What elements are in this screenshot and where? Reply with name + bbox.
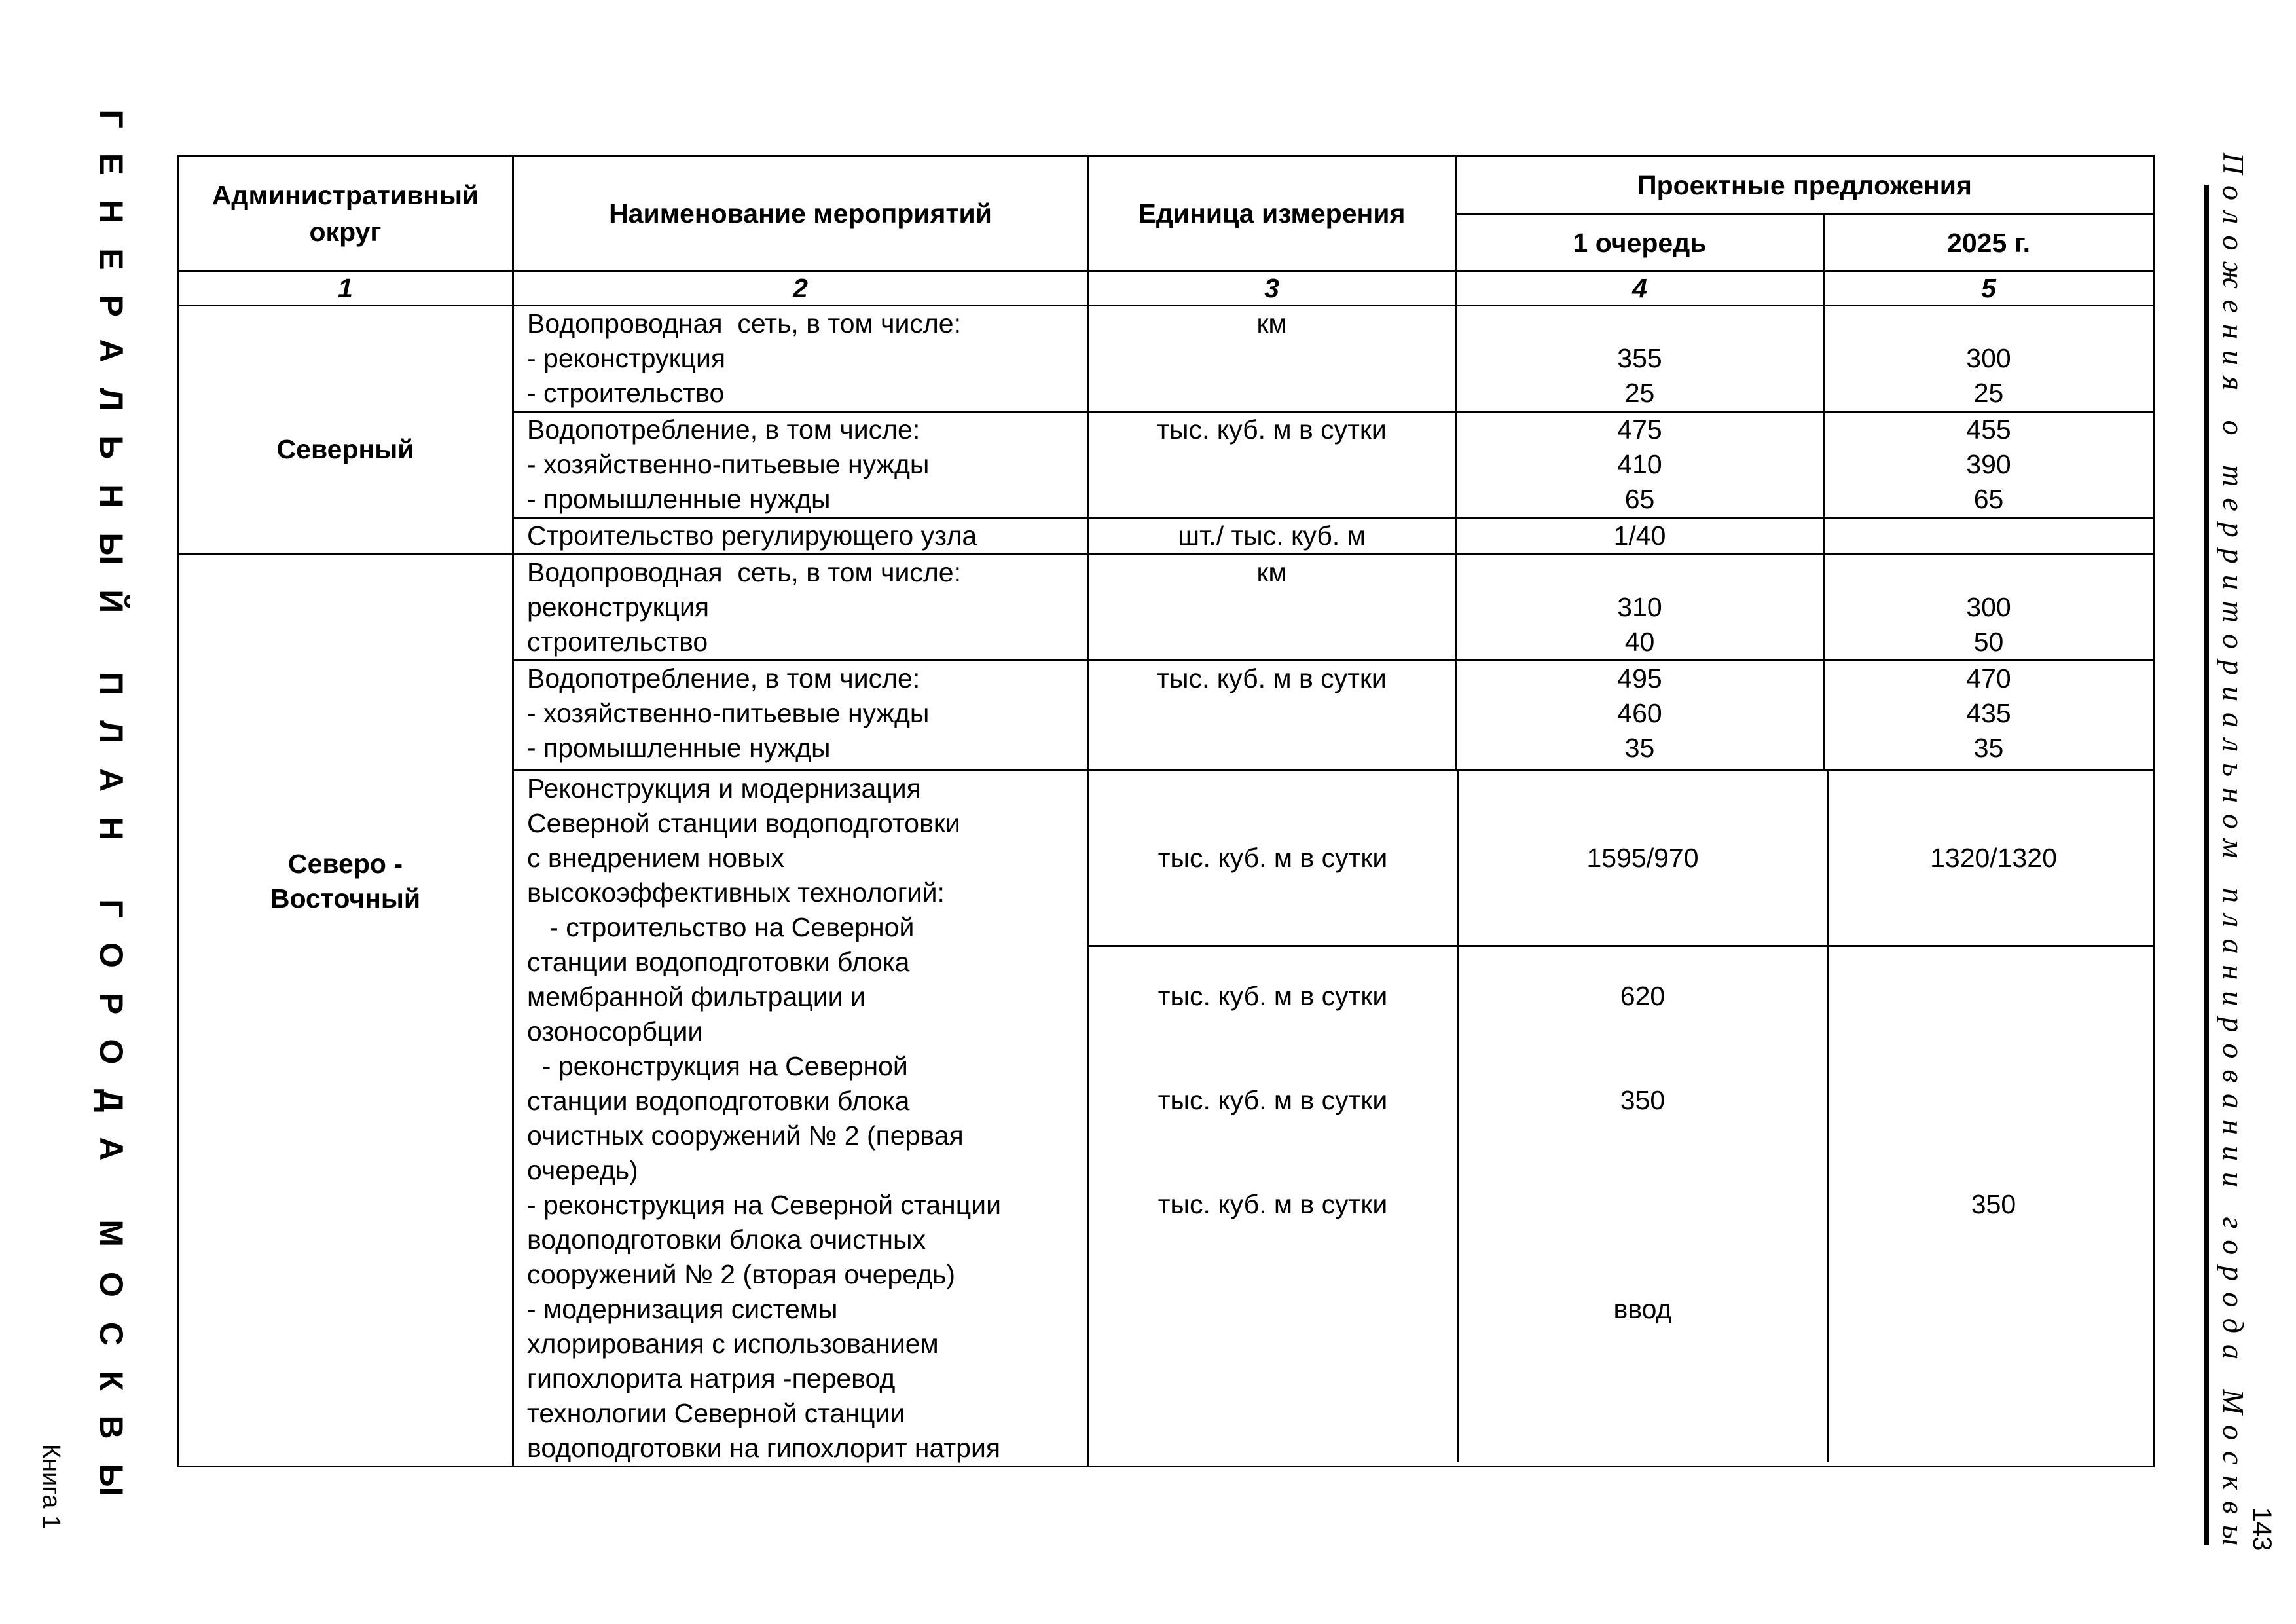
station-measure-cell: Реконструкция и модернизация Северной станции водоподготовки с внедрением новых высокоэффективных технологий: - строительство на Северной станции водоподготовки блока мембранной фильтрации и озоносорбции - реконструкция на Северной станции водоподготовки блока очистных сооружений № 2 (первая очередь) - реконструкция на Северной станции водоподготовки блока очистных сооружений № 2 (вторая очередь) - модернизация системы хлорирования с использованием гипохлорита натрия -перевод технологии Северной станции водоподготовки на гипохлорит натрия (513, 771, 1088, 1467)
measure-cell: Водопроводная сеть, в том числе: - реконструкция - строительство (513, 306, 1088, 412)
year2025-cell: 455 390 65 (1824, 412, 2154, 518)
unit-cell: тыс. куб. м в сутки (1157, 1189, 1388, 1219)
measure-cell: Строительство регулирующего узла (513, 518, 1088, 555)
header-stage1: 1 очередь (1456, 215, 1824, 271)
stage1-cell: 1/40 (1456, 518, 1824, 555)
column-number: 5 (1824, 271, 2154, 306)
year2025-cell: 300 50 (1824, 555, 2154, 661)
unit-cell: тыс. куб. м в сутки (1157, 981, 1388, 1011)
header-unit: Единица измерения (1088, 156, 1456, 271)
stage1-cell: 475 410 65 (1456, 412, 1824, 518)
stage1-cell: 350 (1620, 1085, 1666, 1115)
year2025-cell (1824, 518, 2154, 555)
station-values-block (1088, 771, 2154, 1467)
year2025-cell: 470 435 35 (1824, 661, 2154, 771)
header-district: Административный округ (178, 156, 513, 271)
section-title-vertical: Положения о территориальном планировании города Москвы (2217, 152, 2251, 1557)
section-rule (2204, 185, 2209, 1545)
unit-cell: тыс. куб. м в сутки (1088, 412, 1456, 518)
stage1-cell: ввод (1613, 1294, 1672, 1324)
unit-cell: тыс. куб. м в сутки (1088, 661, 1456, 771)
table-row (178, 306, 2154, 412)
measure-cell: Водопотребление, в том числе: - хозяйственно-питьевые нужды - промышленные нужды (513, 661, 1088, 771)
book-title-vertical: ГЕНЕРАЛЬНЫЙ ПЛАН ГОРОДА МОСКВЫ (93, 109, 130, 1521)
row-divider (1089, 945, 2153, 947)
measures-table (177, 155, 2155, 1467)
header-measure: Наименование мероприятий (513, 156, 1088, 271)
measure-cell: Водопотребление, в том числе: - хозяйственно-питьевые нужды - промышленные нужды (513, 412, 1088, 518)
table-row (178, 555, 2154, 661)
column-number: 4 (1456, 271, 1824, 306)
header-proposals: Проектные предложения (1456, 156, 2154, 215)
district-severo-vostochny: Северо - Восточный (178, 555, 513, 1467)
stage1-cell: 620 (1620, 981, 1666, 1011)
stage1-cell: 495 460 35 (1456, 661, 1824, 771)
stage1-cell: 355 25 (1456, 306, 1824, 412)
year2025-cell: 300 25 (1824, 306, 2154, 412)
page-number: 143 (2248, 1507, 2277, 1551)
unit-cell: тыс. куб. м в сутки (1157, 843, 1388, 873)
unit-cell: шт./ тыс. куб. м (1088, 518, 1456, 555)
column-number: 3 (1088, 271, 1456, 306)
header-2025: 2025 г. (1824, 215, 2154, 271)
unit-cell: км (1088, 306, 1456, 412)
column-number: 1 (178, 271, 513, 306)
year2025-cell: 350 (1971, 1189, 2016, 1219)
column-numbers-row (178, 271, 2154, 306)
book-volume-label: Книга 1 (37, 1443, 65, 1530)
unit-cell: тыс. куб. м в сутки (1157, 1085, 1388, 1115)
year2025-cell: 1320/1320 (1930, 843, 2057, 873)
unit-cell: км (1088, 555, 1456, 661)
district-severny: Северный (178, 306, 513, 555)
measure-cell: Водопроводная сеть, в том числе: реконструкция строительство (513, 555, 1088, 661)
stage1-cell: 310 40 (1456, 555, 1824, 661)
column-number: 2 (513, 271, 1088, 306)
stage1-cell: 1595/970 (1586, 843, 1699, 873)
